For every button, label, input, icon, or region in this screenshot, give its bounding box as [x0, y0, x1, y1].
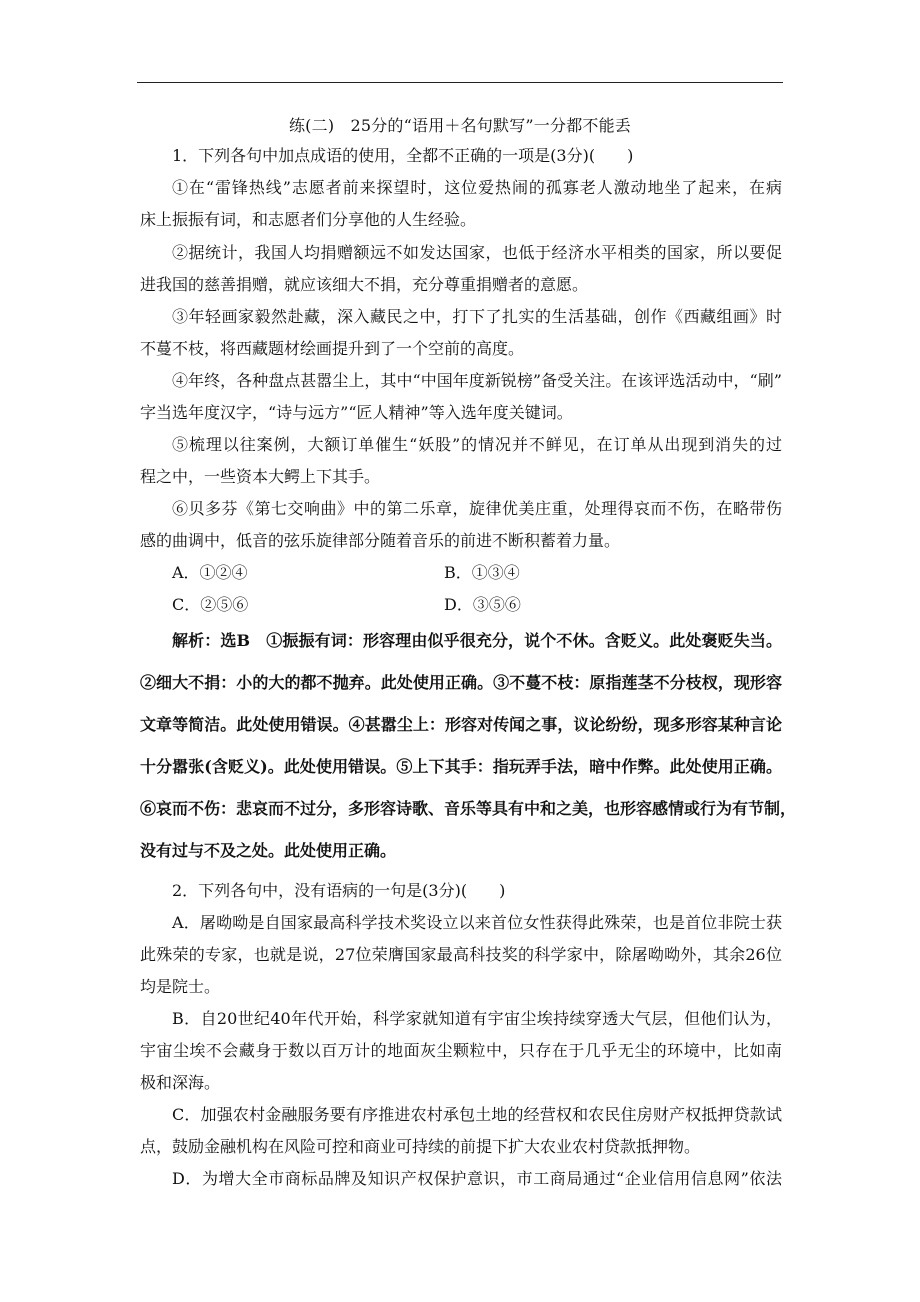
q1-sentence-2-line-2: 进我国的慈善捐赠，就应该细大不捐，充分尊重捐赠者的意愿。 [140, 275, 589, 294]
q1-option-c: C．②⑤⑥ [172, 595, 249, 614]
q2-option-b-line-1: B．自20世纪40年代开始，科学家就知道有宇宙尘埃持续穿透大气层，但他们认为， [172, 1009, 782, 1028]
q2-option-a-line-1: A．屠呦呦是自国家最高科学技术奖设立以来首位女性获得此殊荣，也是首位非院士获 [172, 913, 782, 932]
header-rule [137, 82, 783, 83]
q2-option-a-line-3: 均是院士。 [140, 977, 221, 996]
q2-option-a-line-2: 此殊荣的专家，也就是说，27位荣膺国家最高科技奖的科学家中，除屠呦呦外，其余26位 [140, 945, 782, 964]
q2-option-c-line-2: 点，鼓励金融机构在风险可控和商业可持续的前提下扩大农业农村贷款抵押物。 [140, 1137, 701, 1156]
q1-sentence-3-line-1: ③年轻画家毅然赴藏，深入藏民之中，打下了扎实的生活基础，创作《西藏组画》时 [172, 307, 782, 326]
q1-sentence-4-line-1: ④年终，各种盘点甚嚣尘上，其中“中国年度新锐榜”备受关注。在该评选活动中，“刷” [172, 371, 782, 390]
q1-sentence-1-line-2: 床上振振有词，和志愿者们分享他的人生经验。 [140, 210, 477, 229]
q1-sentence-2-line-1: ②据统计，我国人均捐赠额远不如发达国家，也低于经济水平相类的国家，所以要促 [172, 243, 782, 262]
q1-analysis-line-2: ②细大不捐：小的大的都不抛弃。此处使用正确。③不蔓不枝：原指莲茎不分枝杈，现形容 [140, 673, 782, 692]
question-2-stem: 2．下列各句中，没有语病的一句是(3分)( ) [172, 881, 506, 900]
q2-option-d-line-1: D．为增大全市商标品牌及知识产权保护意识，市工商局通过“企业信用信息网”依法 [172, 1169, 782, 1188]
q1-analysis-line-5: ⑥哀而不伤：悲哀而不过分，多形容诗歌、音乐等具有中和之美，也形容感情或行为有节制， [140, 799, 797, 818]
q1-analysis-line-6: 没有过与不及之处。此处使用正确。 [140, 841, 397, 860]
q2-option-b-line-2: 宇宙尘埃不会藏身于数以百万计的地面灰尘颗粒中，只存在于几乎无尘的环境中，比如南 [140, 1041, 782, 1060]
q1-analysis-line-4: 十分嚣张(含贬义)。此处使用错误。⑤上下其手：指玩弄手法，暗中作弊。此处使用正确。 [140, 757, 782, 776]
q1-sentence-4-line-2: 字当选年度汉字，“诗与远方”“匠人精神”等入选年度关键词。 [140, 403, 573, 422]
q2-option-b-line-3: 极和深海。 [140, 1073, 221, 1092]
page-title: 练(二) 25分的“语用＋名句默写”一分都不能丢 [288, 116, 631, 135]
q1-sentence-3-line-2: 不蔓不枝，将西藏题材绘画提升到了一个空前的高度。 [140, 339, 525, 358]
q1-analysis-line-3: 文章等简洁。此处使用错误。④甚嚣尘上：形容对传闻之事，议论纷纷，现多形容某种言论 [140, 715, 782, 734]
question-1-stem: 1．下列各句中加点成语的使用，全都不正确的一项是(3分)( ) [172, 146, 634, 165]
q1-option-d: D．③⑤⑥ [444, 595, 521, 614]
q1-sentence-5-line-1: ⑤梳理以往案例，大额订单催生“妖股”的情况并不鲜见，在订单从出现到消失的过 [172, 435, 782, 454]
q1-option-b: B．①③④ [444, 563, 520, 582]
q1-sentence-6-line-1: ⑥贝多芬《第七交响曲》中的第二乐章，旋律优美庄重，处理得哀而不伤，在略带伤 [172, 499, 782, 518]
q2-option-c-line-1: C．加强农村金融服务要有序推进农村承包土地的经营权和农民住房财产权抵押贷款试 [172, 1105, 782, 1124]
q1-option-a: A．①②④ [172, 563, 248, 582]
q1-sentence-6-line-2: 感的曲调中，低音的弦乐旋律部分随着音乐的前进不断积蓄着力量。 [140, 531, 621, 550]
q1-sentence-5-line-2: 程之中，一些资本大鳄上下其手。 [140, 467, 381, 486]
q1-analysis-line-1: 解析：选B ①振振有词：形容理由似乎很充分，说个不休。含贬义。此处褒贬失当。 [172, 631, 782, 650]
q1-sentence-1-line-1: ①在“雷锋热线”志愿者前来探望时，这位爱热闹的孤寡老人激动地坐了起来，在病 [172, 178, 782, 197]
